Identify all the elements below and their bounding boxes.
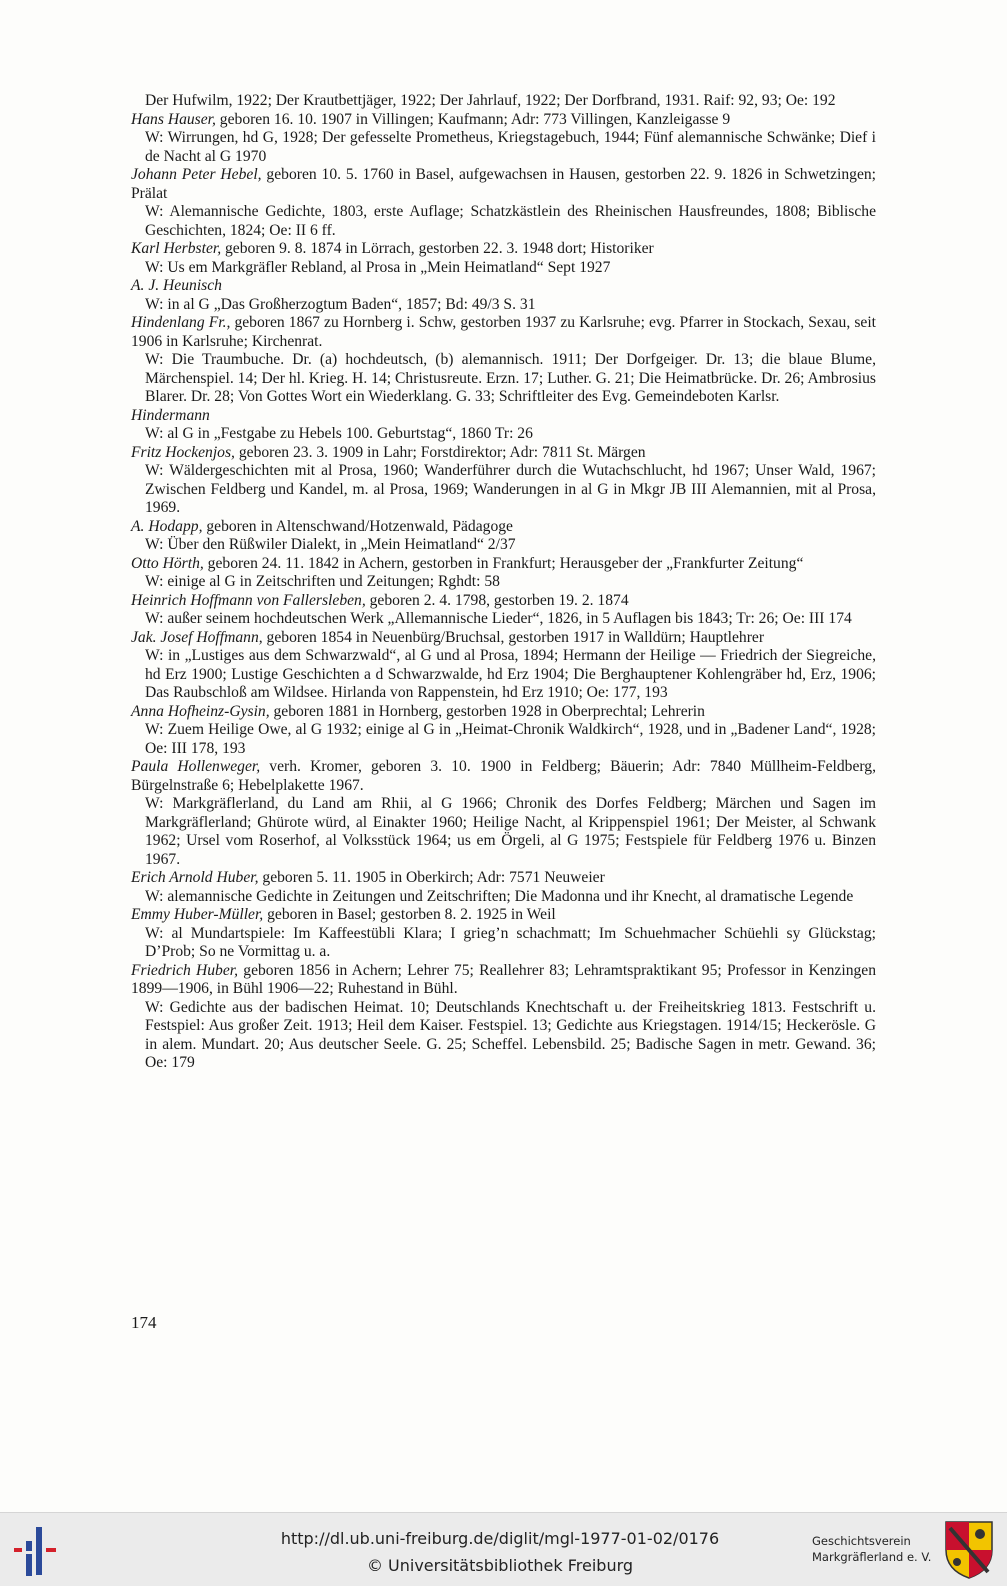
author-entry (131, 869, 876, 888)
works-list: W: Die Traumbuche. Dr. (a) hochdeutsch, (b) alemannisch. 1911; Der Dorfgeiger. Dr. 13; die blaue Blume, Märchenspiel. 14; Der hl. Krieg. H. 14; Christusreute. Erzn. 17; Luther. G. 21; Die Heimatbrücke. Dr. 26; Ambrosius Blarer. Dr. 28; Von Gottes Wort ein Wiederklang. G. 33; Schriftleiter des Evg. Gemeindeboten Karlsr. (145, 351, 876, 405)
author-details: geboren 24. 11. 1842 in Achern, gestorben in Frankfurt; Herausgeber der „Frankfurter Zeitung“ (203, 554, 804, 572)
author-entry (131, 629, 876, 648)
author-name: Hindermann (131, 406, 210, 424)
society-name-line1: Geschichtsverein (812, 1534, 911, 1548)
author-details: geboren 2. 4. 1798, gestorben 19. 2. 1874 (365, 591, 629, 609)
author-name: Johann Peter Hebel, (131, 166, 262, 183)
author-name: Friedrich Huber, (131, 961, 239, 979)
author-name: Jak. Josef Hoffmann, (131, 628, 263, 646)
author-details: verh. Kromer, geboren 3. 10. 1900 in Feldberg; Bäuerin; Adr: 7840 Müllheim-Feldberg, Bürgelnstraße 6; Hebelplakette 1967. (131, 758, 877, 794)
author-entry (131, 758, 876, 795)
author-entry (131, 906, 876, 925)
works-list: W: außer seinem hochdeutschen Werk „Allemannische Lieder“, 1826, in 5 Auflagen bis 1843; Tr: 26; Oe: III 174 (145, 610, 852, 627)
author-name: Karl Herbster, (131, 240, 222, 257)
author-name: Paula Hollenweger, (131, 758, 261, 775)
works-list: W: Us em Markgräfler Rebland, al Prosa in „Mein Heimatland“ Sept 1927 (145, 258, 611, 276)
author-details: geboren 5. 11. 1905 in Oberkirch; Adr: 7571 Neuweier (258, 869, 605, 886)
author-details: geboren 1867 zu Hornberg i. Schw, gestorben 1937 zu Karlsruhe; evg. Pfarrer in Stockach, Sexau, seit 1906 in Karlsruhe; Kirchenrat. (131, 314, 876, 350)
works-list: W: Gedichte aus der badischen Heimat. 10; Deutschlands Knechtschaft u. der Freiheitskrieg 1813. Festschrift u. Festspiel: Aus großer Zeit. 1913; Heil dem Kaiser. Festspiel. 13; Gedichte aus Kriegstagen. 1914/15; Heckerösle. G in alem. Mundart. 20; Aus deutscher Seele. G. 25; Scheffel. Lebensbild. 25; Badische Sagen in metr. Gewand. 36; Oe: 179 (145, 998, 876, 1071)
works-list: W: Markgräflerland, du Land am Rhii, al G 1966; Chronik des Dorfes Feldberg; Märchen und Sagen im Markgräflerland; Ghürote würd, al Einakter 1960; Heilige Nacht, al Krippenspiel 1961; Der Meister, al Schwank 1962; Ursel vom Roserhof, al Volksstück 1964; us em Örgeli, al G 1975; Festspiele für Feldberg 1976 u. Binzen 1967. (145, 795, 876, 868)
author-name: Hans Hauser, (131, 110, 216, 128)
works-list: W: in „Lustiges aus dem Schwarzwald“, al G und al Prosa, 1894; Hermann der Heilige — Friedrich der Siegreiche, hd Erz 1900; Lustige Geschichten a d Schwarzwalde, hd Erz 1904; Die Berghauptener Kohlengräber hd, Erz, 1906; Das Raubschloß am Wildsee. Hirlanda von Rappenstein, hd Erz 1910; Oe: 177, 193 (145, 647, 876, 701)
document-url-link[interactable]: http://dl.ub.uni-freiburg.de/diglit/mgl-1977-01-02/0176 (280, 1529, 720, 1548)
works-list: W: Zuem Heilige Owe, al G 1932; einige al G in „Heimat-Chronik Waldkirch“, 1928, und in „Badener Land“, 1928; Oe: III 178, 193 (145, 721, 876, 757)
author-entry (131, 166, 876, 203)
author-entry (131, 314, 876, 351)
entry-list (131, 92, 876, 1073)
author-details: geboren 16. 10. 1907 in Villingen; Kaufmann; Adr: 773 Villingen, Kanzleigasse 9 (215, 110, 731, 128)
works-list: W: al G in „Festgabe zu Hebels 100. Geburtstag“, 1860 Tr: 26 (145, 425, 533, 442)
author-entry (131, 555, 876, 574)
author-name: A. J. Heunisch (131, 277, 222, 294)
author-details: geboren 1854 in Neuenbürg/Bruchsal, gestorben 1917 in Walldürn; Hauptlehrer (262, 628, 765, 646)
author-entry (131, 277, 876, 296)
works-list: W: Wäldergeschichten mit al Prosa, 1960; Wanderführer durch die Wutachschlucht, hd 1967; Unser Wald, 1967; Zwischen Feldberg und Kandel, m. al Prosa, 1969; Wanderungen in al G in Mkgr JB III Alemannien, mit al Prosa, 1969. (145, 462, 876, 516)
works-list: W: Über den Rüßwiler Dialekt, in „Mein Heimatland“ 2/37 (145, 536, 516, 553)
author-name: Hindenlang Fr., (131, 314, 231, 331)
author-details: geboren 1856 in Achern; Lehrer 75; Reallehrer 83; Lehramtspraktikant 95; Professor in Kenzingen 1899—1906, in Bühl 1906—22; Ruhestand in Bühl. (131, 961, 876, 997)
works-list: W: einige al G in Zeitschriften und Zeitungen; Rghdt: 58 (145, 573, 500, 590)
author-name: Erich Arnold Huber, (131, 869, 259, 886)
author-details: geboren in Basel; gestorben 8. 2. 1925 in Weil (263, 906, 556, 923)
ub-freiburg-logo-icon[interactable] (10, 1521, 70, 1581)
works-list: W: al Mundartspiele: Im Kaffeestübli Klara; I grieg’n schachmatt; Im Schuehmacher Schüehli sy Glückstag; D’Prob; So ne Vormittag u. a. (145, 924, 876, 960)
coat-of-arms-icon[interactable] (944, 1520, 994, 1580)
author-entry (131, 518, 876, 537)
author-details: geboren 10. 5. 1760 in Basel, aufgewachsen in Hausen, gestorben 22. 9. 1826 in Schwetzingen; Prälat (131, 166, 876, 202)
author-name: A. Hodapp, (131, 517, 203, 535)
author-name: Fritz Hockenjos, (131, 443, 235, 461)
works-list: W: alemannische Gedichte in Zeitungen und Zeitschriften; Die Madonna und ihr Knecht, al dramatische Legende (145, 887, 854, 905)
author-name: Anna Hofheinz-Gysin, (131, 702, 270, 720)
society-name (812, 1533, 937, 1565)
author-entry (131, 703, 876, 722)
footer-bar (0, 1512, 1007, 1586)
author-details: geboren 9. 8. 1874 in Lörrach, gestorben 22. 3. 1948 dort; Historiker (221, 240, 654, 257)
author-details: geboren in Altenschwand/Hotzenwald, Pädagoge (202, 517, 513, 535)
author-entry (131, 407, 876, 426)
society-name-line2: Markgräflerland e. V. (812, 1550, 932, 1564)
author-entry (131, 111, 876, 130)
author-details: geboren 1881 in Hornberg, gestorben 1928 in Oberprechtal; Lehrerin (269, 702, 705, 720)
page-number: 174 (131, 1313, 157, 1332)
works-list: W: Alemannische Gedichte, 1803, erste Auflage; Schatzkästlein des Rheinischen Hausfreundes, 1808; Biblische Geschichten, 1824; Oe: II 6 ff. (145, 203, 876, 239)
author-entry (131, 962, 876, 999)
author-details: geboren 23. 3. 1909 in Lahr; Forstdirektor; Adr: 7811 St. Märgen (234, 443, 646, 461)
author-name: Heinrich Hoffmann von Fallersleben, (131, 591, 366, 609)
author-name: Emmy Huber-Müller, (131, 906, 264, 923)
author-entry (131, 444, 876, 463)
works-list: W: in al G „Das Großherzogtum Baden“, 1857; Bd: 49/3 S. 31 (145, 295, 536, 313)
author-entry (131, 240, 876, 259)
author-entry (131, 592, 876, 611)
copyright-text: © Universitätsbibliothek Freiburg (366, 1556, 634, 1575)
works-list: Der Hufwilm, 1922; Der Krautbettjäger, 1922; Der Jahrlauf, 1922; Der Dorfbrand, 1931. Raif: 92, 93; Oe: 192 (145, 92, 836, 109)
works-list: W: Wirrungen, hd G, 1928; Der gefesselte Prometheus, Kriegstagebuch, 1944; Fünf alemannische Schwänke; Dief i de Nacht al G 1970 (145, 129, 876, 165)
author-name: Otto Hörth, (131, 554, 204, 572)
